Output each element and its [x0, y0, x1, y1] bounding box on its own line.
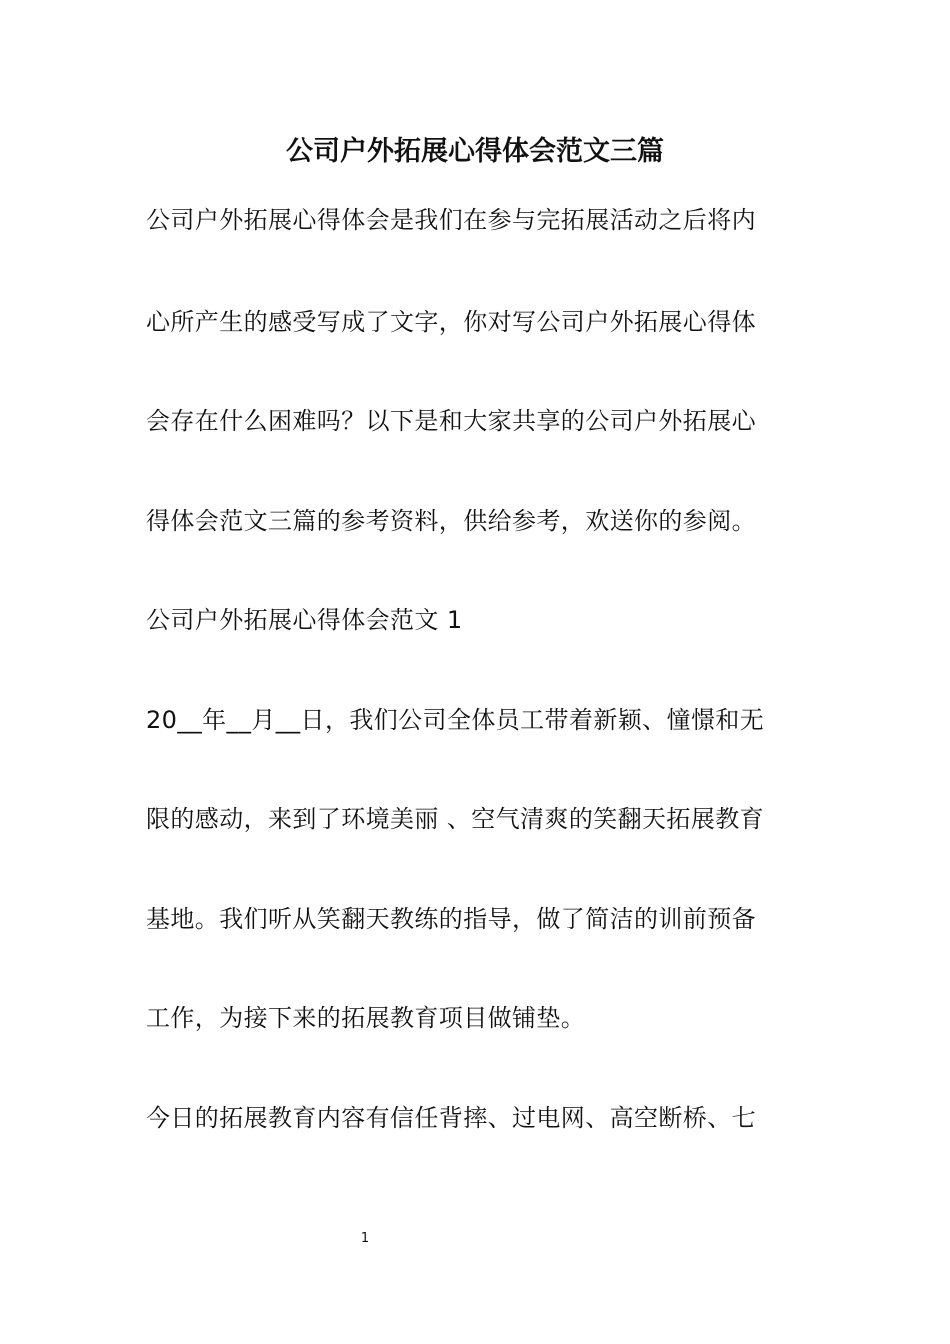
paragraph-line-3: 会存在什么困难吗？以下是和大家共享的公司户外拓展心: [146, 407, 756, 435]
document-title: 公司户外拓展心得体会范文三篇: [286, 136, 664, 167]
paragraph-line-7: 基地。我们听从笑翻天教练的指导，做了简洁的训前预备: [146, 905, 756, 933]
page-number: 1: [360, 1231, 370, 1246]
paragraph-line-1: 公司户外拓展心得体会是我们在参与完拓展活动之后将内: [146, 206, 756, 234]
section-heading: 公司户外拓展心得体会范文 1: [146, 606, 463, 634]
paragraph-line-5: 20__年__月__日，我们公司全体员工带着新颖、憧憬和无: [146, 706, 765, 734]
paragraph-line-9: 今日的拓展教育内容有信任背摔、过电网、高空断桥、七: [146, 1104, 756, 1132]
paragraph-line-6: 限的感动，来到了环境美丽 、空气清爽的笑翻天拓展教育: [146, 805, 765, 833]
paragraph-line-4: 得体会范文三篇的参考资料，供给参考，欢送你的参阅。: [146, 507, 756, 535]
paragraph-line-8: 工作，为接下来的拓展教育项目做铺垫。: [146, 1004, 586, 1032]
paragraph-line-2: 心所产生的感受写成了文字，你对写公司户外拓展心得体: [146, 308, 756, 336]
